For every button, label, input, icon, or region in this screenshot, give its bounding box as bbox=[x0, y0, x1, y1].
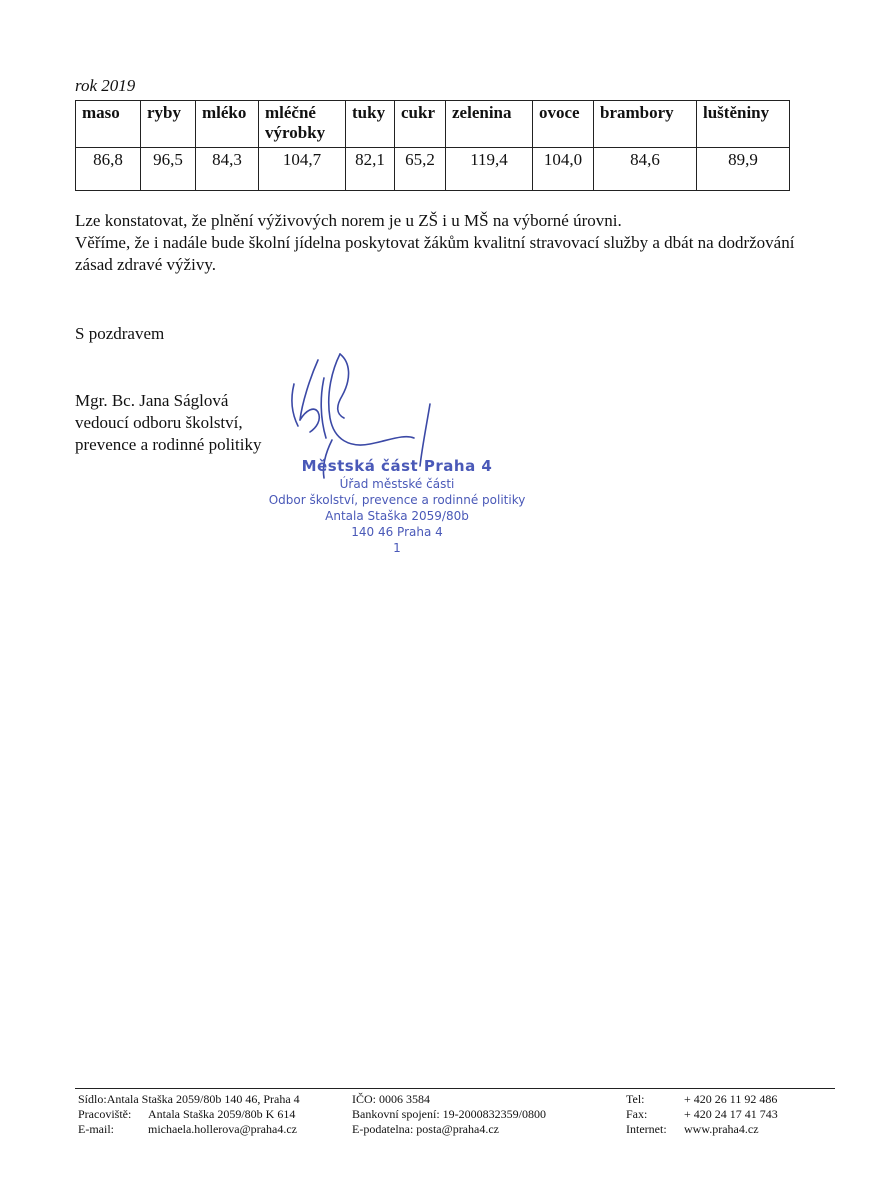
header-mleko: mléko bbox=[196, 101, 259, 148]
footer-pracoviste-value: Antala Staška 2059/80b K 614 bbox=[148, 1107, 296, 1121]
greeting: S pozdravem bbox=[75, 324, 165, 343]
value-brambory: 84,6 bbox=[594, 148, 697, 191]
header-cukr: cukr bbox=[395, 101, 446, 148]
table-row bbox=[76, 148, 790, 191]
signatory-role-1: vedoucí odboru školství, bbox=[75, 413, 243, 432]
header-ovoce: ovoce bbox=[533, 101, 594, 148]
footer-email-value: michaela.hollerova@praha4.cz bbox=[148, 1122, 297, 1136]
footer-registry-column bbox=[352, 1092, 546, 1137]
header-ryby: ryby bbox=[141, 101, 196, 148]
value-zelenina: 119,4 bbox=[446, 148, 533, 191]
footer-fax-label: Fax: bbox=[626, 1107, 648, 1121]
header-maso: maso bbox=[76, 101, 141, 148]
footer-divider bbox=[75, 1088, 835, 1089]
stamp-line-5: 140 46 Praha 4 bbox=[351, 525, 443, 539]
value-tuky: 82,1 bbox=[346, 148, 395, 191]
value-mlecne-vyrobky: 104,7 bbox=[259, 148, 346, 191]
value-ryby: 96,5 bbox=[141, 148, 196, 191]
value-mleko: 84,3 bbox=[196, 148, 259, 191]
year-caption: rok 2019 bbox=[75, 76, 136, 95]
value-maso: 86,8 bbox=[76, 148, 141, 191]
signatory-name: Mgr. Bc. Jana Ságlová bbox=[75, 391, 229, 410]
footer-pracoviste-label: Pracoviště: bbox=[78, 1107, 132, 1121]
footer-tel-value: + 420 26 11 92 486 bbox=[684, 1092, 778, 1106]
footer-fax-value: + 420 24 17 41 743 bbox=[684, 1107, 778, 1121]
paragraph-1: Lze konstatovat, že plnění výživových norem je u ZŠ i u MŠ na výborné úrovni. bbox=[75, 211, 622, 230]
footer-address-column bbox=[78, 1092, 300, 1137]
footer-epodatelna: E-podatelna: posta@praha4.cz bbox=[352, 1122, 499, 1136]
stamp-line-3: Odbor školství, prevence a rodinné politiky bbox=[268, 493, 526, 507]
value-lusteniny: 89,9 bbox=[697, 148, 790, 191]
footer-internet-label: Internet: bbox=[626, 1122, 667, 1136]
stamp-line-4: Antala Staška 2059/80b bbox=[325, 509, 469, 523]
value-ovoce: 104,0 bbox=[533, 148, 594, 191]
header-tuky: tuky bbox=[346, 101, 395, 148]
footer-internet-value: www.praha4.cz bbox=[684, 1122, 759, 1136]
footer-sidlo-label: Sídlo: bbox=[78, 1092, 107, 1106]
conclusion-text bbox=[75, 210, 820, 276]
header-brambory: brambory bbox=[594, 101, 697, 148]
stamp-line-6: 1 bbox=[393, 541, 401, 555]
table-header-row bbox=[76, 101, 790, 148]
signatory-role-2: prevence a rodinné politiky bbox=[75, 435, 262, 454]
stamp-line-1: Městská část Praha 4 bbox=[301, 457, 493, 475]
stamp-line-2: Úřad městské části bbox=[339, 477, 455, 491]
footer-ico: IČO: 0006 3584 bbox=[352, 1092, 430, 1106]
value-cukr: 65,2 bbox=[395, 148, 446, 191]
paragraph-2: Věříme, že i nadále bude školní jídelna poskytovat žákům kvalitní stravovací služby a dbát na dodržování zásad zdravé výživy. bbox=[75, 233, 795, 274]
official-stamp bbox=[262, 456, 532, 556]
signatory-block bbox=[75, 390, 261, 456]
footer-bank: Bankovní spojení: 19-2000832359/0800 bbox=[352, 1107, 546, 1121]
header-zelenina: zelenina bbox=[446, 101, 533, 148]
footer-email-label: E-mail: bbox=[78, 1122, 114, 1136]
nutrition-norms-table bbox=[75, 100, 790, 191]
header-mlecne-vyrobky: mléčné výrobky bbox=[259, 101, 346, 148]
footer-sidlo-value: Antala Staška 2059/80b 140 46, Praha 4 bbox=[106, 1092, 300, 1106]
header-lusteniny: luštěniny bbox=[697, 101, 790, 148]
footer-contact-column bbox=[626, 1092, 778, 1137]
footer-tel-label: Tel: bbox=[626, 1092, 645, 1106]
